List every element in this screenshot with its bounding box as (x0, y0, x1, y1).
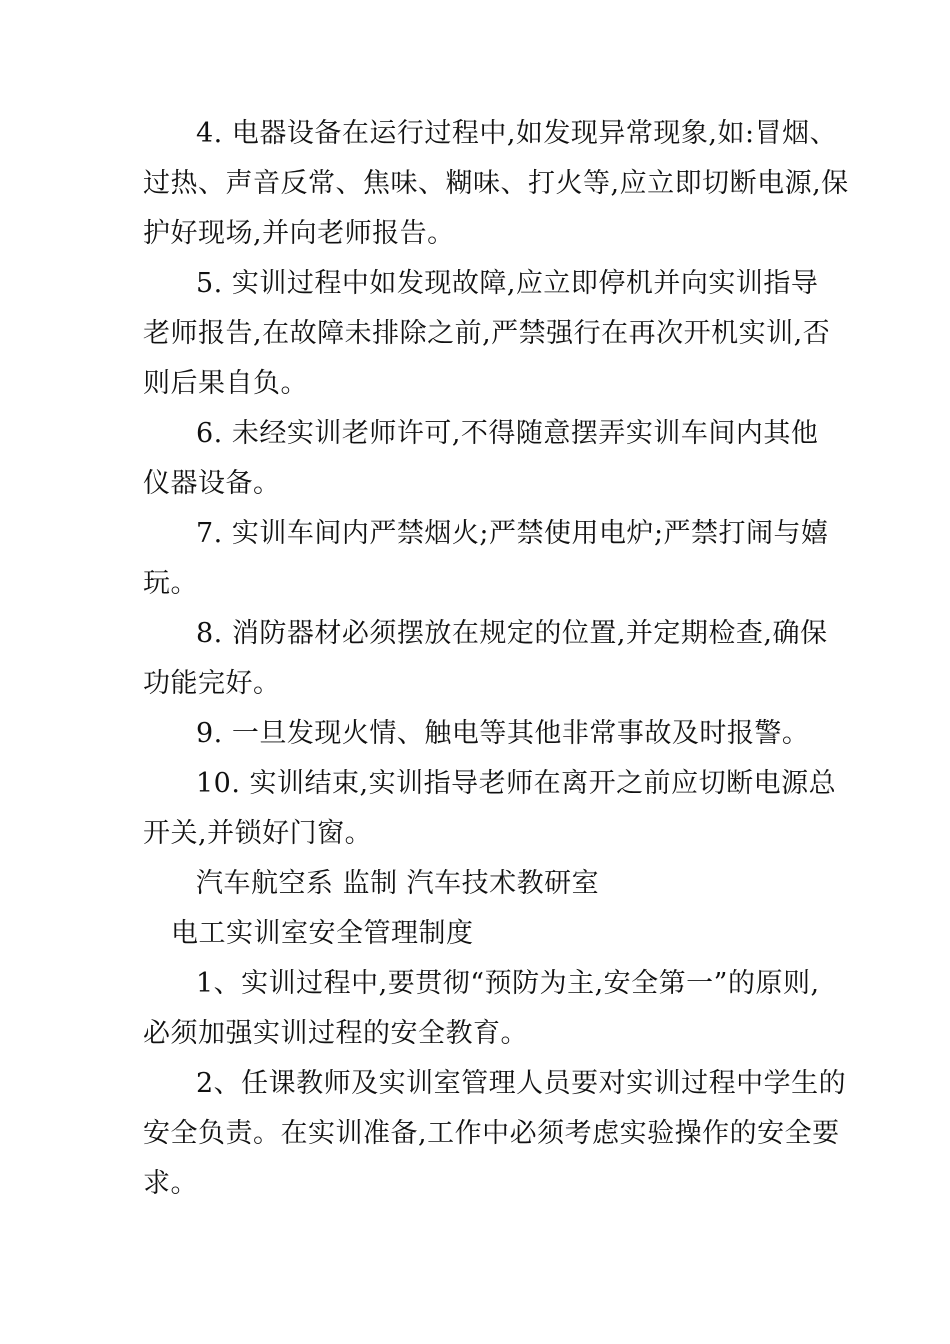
item-1-line-2: 必须加强实训过程的安全教育。 (143, 1018, 528, 1049)
rule-5-line-1: 5. 实训过程中如发现故障,应立即停机并向实训指导 (196, 268, 819, 299)
rule-4-line-2: 过热、声音反常、焦味、糊味、打火等,应立即切断电源,保 (143, 168, 849, 199)
section-title: 电工实训室安全管理制度 (171, 918, 474, 949)
issuer-line: 汽车航空系 监制 汽车技术教研室 (196, 868, 600, 899)
rule-8-line-2: 功能完好。 (143, 668, 281, 699)
rule-4-line-1: 4. 电器设备在运行过程中,如发现异常现象,如:冒烟、 (196, 118, 838, 149)
item-1-line-1: 1、实训过程中,要贯彻“预防为主,安全第一”的原则, (196, 968, 820, 999)
rule-7-line-2: 玩。 (143, 568, 198, 599)
rule-9-line-1: 9. 一旦发现火情、触电等其他非常事故及时报警。 (196, 718, 810, 749)
rule-8-line-1: 8. 消防器材必须摆放在规定的位置,并定期检查,确保 (196, 618, 828, 649)
rule-4-line-3: 护好现场,并向老师报告。 (143, 218, 455, 249)
item-2-line-2: 安全负责。在实训准备,工作中必须考虑实验操作的安全要 (143, 1118, 840, 1149)
item-2-line-1: 2、任课教师及实训室管理人员要对实训过程中学生的 (196, 1068, 847, 1099)
rule-7-line-1: 7. 实训车间内严禁烟火;严禁使用电炉;严禁打闹与嬉 (196, 518, 829, 549)
rule-6-line-1: 6. 未经实训老师许可,不得随意摆弄实训车间内其他 (196, 418, 819, 449)
rule-5-line-2: 老师报告,在故障未排除之前,严禁强行在再次开机实训,否 (143, 318, 831, 349)
rule-10-line-1: 10. 实训结束,实训指导老师在离开之前应切断电源总 (196, 768, 837, 799)
item-2-line-3: 求。 (143, 1168, 198, 1199)
rule-10-line-2: 开关,并锁好门窗。 (143, 818, 373, 849)
rule-6-line-2: 仪器设备。 (143, 468, 281, 499)
rule-5-line-3: 则后果自负。 (143, 368, 308, 399)
